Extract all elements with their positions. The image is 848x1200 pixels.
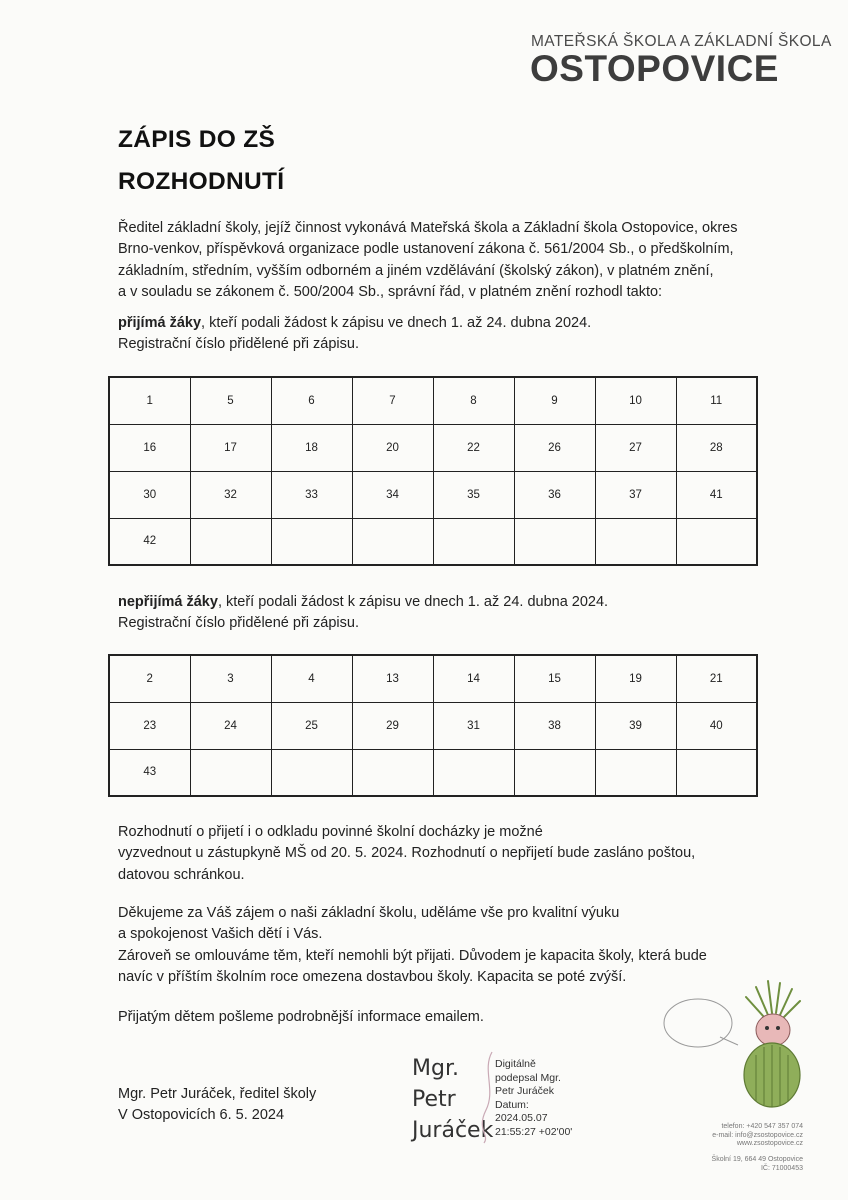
table-row xyxy=(109,471,757,518)
accepted-table xyxy=(108,376,758,566)
intro-line: Brno-venkov, příspěvková organizace podle ustanovení zákona č. 561/2004 Sb., o předškolním, xyxy=(118,241,734,258)
signatory-place-date: V Ostopovicích 6. 5. 2024 xyxy=(118,1107,285,1124)
registration-number-cell: 3 xyxy=(190,655,271,702)
registration-number-cell: 20 xyxy=(352,424,433,471)
accepted-text: , kteří podali žádost k zápisu ve dnech 1. až 24. dubna 2024. xyxy=(201,315,592,331)
registration-number-cell xyxy=(676,518,757,565)
sig-detail-line: podepsal Mgr. xyxy=(495,1071,561,1084)
registration-number-cell: 30 xyxy=(109,471,190,518)
registration-number-cell: 2 xyxy=(109,655,190,702)
table-row xyxy=(109,749,757,796)
registration-number-cell xyxy=(352,518,433,565)
thanks-line: navíc v příštím školním roce omezena dostavbou školy. Kapacita se poté zvýší. xyxy=(118,968,627,985)
rejected-heading xyxy=(118,592,818,635)
contact-address: Školní 19, 664 49 Ostopovice xyxy=(711,1156,803,1163)
registration-number-cell: 10 xyxy=(595,377,676,424)
accepted-heading xyxy=(118,313,818,356)
registration-number-cell: 21 xyxy=(676,655,757,702)
table-row xyxy=(109,655,757,702)
table-row xyxy=(109,518,757,565)
registration-number-cell xyxy=(190,749,271,796)
school-name-logo xyxy=(530,48,779,90)
sig-detail-line: Datum: xyxy=(495,1098,529,1111)
registration-number-cell: 7 xyxy=(352,377,433,424)
registration-number-cell: 1 xyxy=(109,377,190,424)
mascot-illustration-icon xyxy=(660,975,810,1125)
registration-number-cell: 26 xyxy=(514,424,595,471)
contact-phone: telefon: +420 547 357 074 xyxy=(721,1123,803,1130)
contact-email: e-mail: info@zsostopovice.cz xyxy=(712,1131,803,1139)
registration-number-cell: 35 xyxy=(433,471,514,518)
school-name: OSTOPOVICE xyxy=(530,48,779,89)
registration-number-cell: 34 xyxy=(352,471,433,518)
registration-number-cell: 23 xyxy=(109,702,190,749)
decision-note xyxy=(118,822,818,886)
decision-line: vyzvednout u zástupkyně MŠ od 20. 5. 2024. Rozhodnutí o nepřijetí bude zasláno poštou, xyxy=(118,845,696,862)
registration-number-cell: 42 xyxy=(109,518,190,565)
table-row xyxy=(109,424,757,471)
registration-number-cell xyxy=(271,518,352,565)
registration-number-cell: 36 xyxy=(514,471,595,518)
registration-number-cell xyxy=(433,749,514,796)
registration-number-cell xyxy=(595,518,676,565)
registration-number-cell: 5 xyxy=(190,377,271,424)
thanks-line: a spokojenost Vašich dětí i Vás. xyxy=(118,926,323,943)
registration-number-cell: 25 xyxy=(271,702,352,749)
signature-first-name: Petr xyxy=(412,1087,456,1112)
registration-number-cell xyxy=(676,749,757,796)
registration-number-cell: 16 xyxy=(109,424,190,471)
intro-line: základním, středním, vyšším odborném a jiném vzdělávání (školský zákon), v platném znění, xyxy=(118,262,714,279)
registration-number-cell: 43 xyxy=(109,749,190,796)
registration-number-cell xyxy=(271,749,352,796)
contact-web: www.zsostopovice.cz xyxy=(736,1140,803,1147)
page-title: ZÁPIS DO ZŠ xyxy=(118,126,276,153)
registration-number-cell: 19 xyxy=(595,655,676,702)
registration-number-cell: 32 xyxy=(190,471,271,518)
registration-number-cell: 15 xyxy=(514,655,595,702)
signature-mgr: Mgr. xyxy=(412,1056,459,1081)
registration-number-cell: 29 xyxy=(352,702,433,749)
registration-number-cell: 9 xyxy=(514,377,595,424)
registration-number-cell: 33 xyxy=(271,471,352,518)
thanks-line: Děkujeme za Váš zájem o naši základní školu, uděláme vše pro kvalitní výuku xyxy=(118,905,620,921)
contact-block xyxy=(712,1123,803,1149)
email-note: Přijatým dětem pošleme podrobnější informace emailem. xyxy=(118,1009,484,1025)
rejected-label: nepřijímá žáky xyxy=(118,594,218,610)
contact-ic: IČ: 71000453 xyxy=(760,1164,803,1172)
digital-signature-details xyxy=(495,1058,572,1139)
table-row xyxy=(109,702,757,749)
registration-number-cell: 27 xyxy=(595,424,676,471)
registration-number-cell: 13 xyxy=(352,655,433,702)
registration-number-cell: 41 xyxy=(676,471,757,518)
school-subtitle: MATEŘSKÁ ŠKOLA A ZÁKLADNÍ ŠKOLA xyxy=(531,33,832,50)
registration-number-cell: 18 xyxy=(271,424,352,471)
registration-number-cell: 39 xyxy=(595,702,676,749)
table-row xyxy=(109,377,757,424)
registration-number-cell xyxy=(190,518,271,565)
signatory-name: Mgr. Petr Juráček, ředitel školy xyxy=(118,1086,317,1102)
registration-number-cell: 31 xyxy=(433,702,514,749)
accepted-subtext: Registrační číslo přidělené při zápisu. xyxy=(118,336,359,353)
registration-number-cell xyxy=(595,749,676,796)
rejected-table xyxy=(108,654,758,797)
registration-number-cell: 38 xyxy=(514,702,595,749)
registration-number-cell xyxy=(433,518,514,565)
registration-number-cell: 24 xyxy=(190,702,271,749)
registration-number-cell: 37 xyxy=(595,471,676,518)
registration-number-cell: 28 xyxy=(676,424,757,471)
registration-number-cell: 11 xyxy=(676,377,757,424)
decision-line: Rozhodnutí o přijetí i o odkladu povinné školní docházky je možné xyxy=(118,824,543,840)
sig-detail-line: Digitálně xyxy=(495,1058,536,1070)
registration-number-cell: 8 xyxy=(433,377,514,424)
page-subtitle: ROZHODNUTÍ xyxy=(118,168,285,195)
rejected-subtext: Registrační číslo přidělené při zápisu. xyxy=(118,615,359,632)
registration-number-cell xyxy=(514,518,595,565)
intro-paragraph xyxy=(118,218,818,303)
registration-number-cell: 22 xyxy=(433,424,514,471)
thanks-line: Zároveň se omlouváme těm, kteří nemohli být přijati. Důvodem je kapacita školy, která bude xyxy=(118,947,707,964)
sig-detail-line: 2024.05.07 xyxy=(495,1112,548,1124)
registration-number-cell xyxy=(514,749,595,796)
registration-number-cell: 40 xyxy=(676,702,757,749)
sig-detail-line: Petr Juráček xyxy=(495,1085,554,1097)
registration-number-cell: 14 xyxy=(433,655,514,702)
intro-line: Ředitel základní školy, jejíž činnost vykonává Mateřská škola a Základní škola Ostopovice, okres xyxy=(118,220,738,236)
registration-number-cell: 6 xyxy=(271,377,352,424)
intro-line: a v souladu se zákonem č. 500/2004 Sb., správní řád, v platném znění rozhodl takto: xyxy=(118,283,663,300)
sig-detail-line: 21:55:27 +02'00' xyxy=(495,1125,573,1138)
accepted-label: přijímá žáky xyxy=(118,315,202,331)
registration-number-cell: 4 xyxy=(271,655,352,702)
decision-line: datovou schránkou. xyxy=(118,866,245,883)
registration-number-cell xyxy=(352,749,433,796)
rejected-text: , kteří podali žádost k zápisu ve dnech 1. až 24. dubna 2024. xyxy=(217,594,609,610)
registration-number-cell: 17 xyxy=(190,424,271,471)
signature-last-name: Juráček xyxy=(412,1118,494,1143)
address-block xyxy=(712,1156,803,1173)
